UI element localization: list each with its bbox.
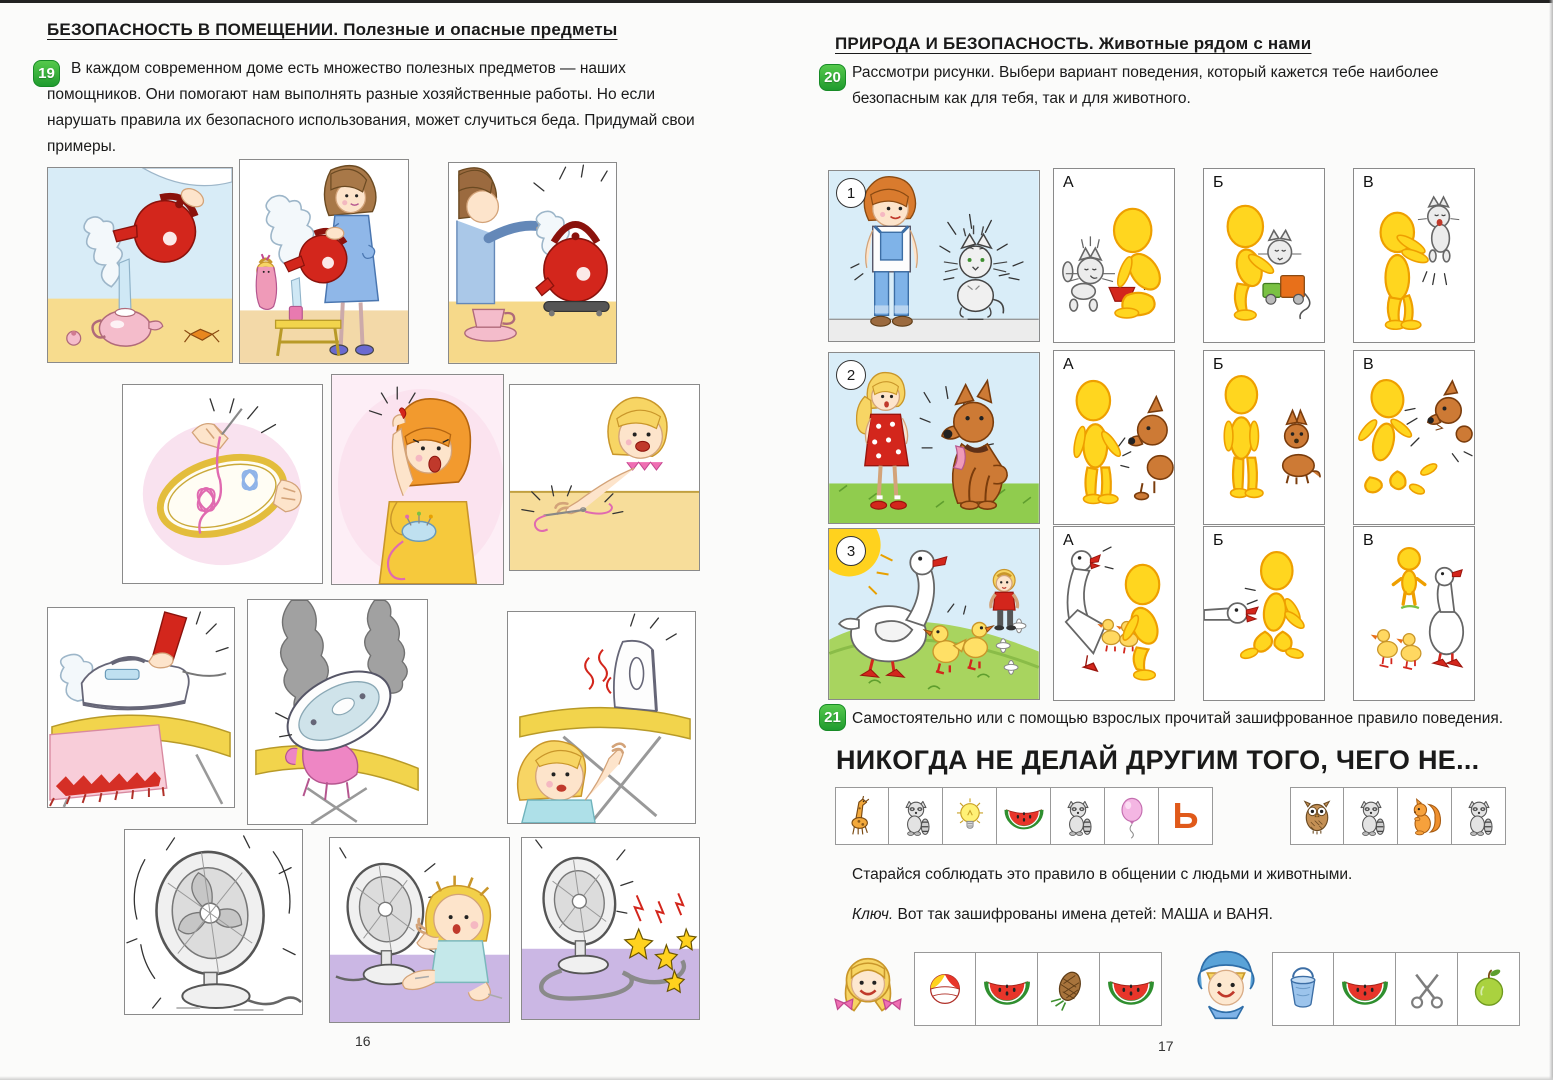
bucket-icon xyxy=(1276,958,1330,1020)
cipher-cell-soft-sign xyxy=(1159,787,1213,845)
panel-hand-ironing xyxy=(47,607,235,808)
right-page-number: 17 xyxy=(1158,1038,1174,1054)
scene-girl-and-dog xyxy=(828,352,1040,524)
option-2b-standing-calmly-near-dog[interactable] xyxy=(1203,350,1325,525)
apple-icon xyxy=(1462,958,1516,1020)
option-letter: А xyxy=(1063,532,1074,549)
left-page-header: БЕЗОПАСНОСТЬ В ПОМЕЩЕНИИ. Полезные и опасные предметы xyxy=(47,20,618,39)
option-3a-approaching-goslings[interactable] xyxy=(1053,526,1175,701)
option-1c-grabbing-cat[interactable] xyxy=(1353,168,1475,343)
pine-cone-icon xyxy=(1042,958,1096,1020)
scene-boy-and-kitten xyxy=(828,170,1040,342)
watermelon-icon xyxy=(980,958,1034,1020)
scan-edge xyxy=(0,0,1553,3)
option-letter: В xyxy=(1363,356,1374,373)
squirrel-icon xyxy=(1402,791,1448,841)
raccoon-icon xyxy=(893,791,939,841)
option-letter: А xyxy=(1063,356,1074,373)
cipher-cell xyxy=(1452,787,1506,845)
right-page-header: ПРИРОДА И БЕЗОПАСНОСТЬ. Животные рядом с нами xyxy=(835,34,1312,53)
panel-toddler-reaching-needle xyxy=(509,384,700,571)
panel-child-touching-kettle-steam xyxy=(448,162,617,364)
cipher-cell xyxy=(1272,952,1334,1026)
cipher-headline: НИКОГДА НЕ ДЕЛАЙ ДРУГИМ ТОГО, ЧЕГО НЕ... xyxy=(836,745,1480,775)
cipher-cell xyxy=(1458,952,1520,1026)
cipher-cell xyxy=(1398,787,1452,845)
panel-baby-poking-fan xyxy=(329,837,510,1023)
name-cipher-vanya xyxy=(1272,952,1520,1026)
task21-text: Самостоятельно или с помощью взрослых прочитай зашифрованное правило поведения. xyxy=(852,710,1504,727)
option-letter: Б xyxy=(1213,532,1224,549)
cipher-cell xyxy=(1038,952,1100,1026)
option-1b-playing-with-cat-toy[interactable] xyxy=(1203,168,1325,343)
panel-kettle-pouring-into-toy-teapot xyxy=(47,167,233,363)
option-letter: В xyxy=(1363,174,1374,191)
raccoon-icon xyxy=(1456,791,1502,841)
raccoon-icon xyxy=(1055,791,1101,841)
option-letter: А xyxy=(1063,174,1074,191)
option-letter: Б xyxy=(1213,174,1224,191)
girl-face-icon xyxy=(830,944,906,1024)
task20-text: Рассмотри рисунки. Выбери вариант поведения, который кажется тебе наиболее безопасным как для тебя, так и для животного. xyxy=(852,64,1439,107)
cipher-cell xyxy=(1105,787,1159,845)
watermelon-icon xyxy=(1001,791,1047,841)
cipher-cell xyxy=(976,952,1038,1026)
cipher-cell xyxy=(889,787,943,845)
panel-fan-cord-sparks xyxy=(521,837,700,1020)
cipher-cell xyxy=(1396,952,1458,1026)
light-bulb-icon xyxy=(947,791,993,841)
cipher-cell xyxy=(997,787,1051,845)
cipher-word-1 xyxy=(835,787,1213,845)
cipher-cell xyxy=(1344,787,1398,845)
raccoon-icon xyxy=(1348,791,1394,841)
option-3b-walking-away-goose-pecking[interactable] xyxy=(1203,526,1325,701)
scene-number: 1 xyxy=(836,178,866,208)
owl-icon xyxy=(1294,791,1340,841)
cipher-cell xyxy=(914,952,976,1026)
option-letter: В xyxy=(1363,532,1374,549)
task19-badge: 19 xyxy=(33,60,60,87)
key-text: Вот так зашифрованы имена детей: МАША и ВАНЯ. xyxy=(893,906,1273,923)
key-line xyxy=(852,906,1273,924)
advice-text: Старайся соблюдать это правило в общении с людьми и животными. xyxy=(852,866,1353,883)
panel-toddler-reaching-hot-iron xyxy=(507,611,696,824)
left-page-number: 16 xyxy=(355,1033,371,1049)
scan-edge xyxy=(0,1076,1553,1080)
cipher-cell xyxy=(1051,787,1105,845)
cipher-cell xyxy=(943,787,997,845)
option-2a-dog-sniffing-hand[interactable] xyxy=(1053,350,1175,525)
panel-girl-pouring-kettle-doll-tea xyxy=(239,159,409,364)
cipher-cell xyxy=(1334,952,1396,1026)
panel-iron-burning-clothes xyxy=(247,599,428,825)
cipher-cell xyxy=(1100,952,1162,1026)
cipher-word-2 xyxy=(1290,787,1506,845)
ball-icon xyxy=(918,958,972,1020)
task21-badge: 21 xyxy=(819,704,846,731)
task19-text: В каждом современном доме есть множество полезных предметов — наших помощников. Они помогают нам выполнять разные хозяйственные работы. Но если нарушать правила их безопасного использования, может случиться беда. Придумай свои примеры. xyxy=(47,60,695,155)
key-label: Ключ. xyxy=(852,906,894,923)
option-1a-feeding-cat[interactable] xyxy=(1053,168,1175,343)
option-2c-running-from-dog[interactable] xyxy=(1353,350,1475,525)
option-3c-watching-from-distance[interactable] xyxy=(1353,526,1475,701)
option-letter: Б xyxy=(1213,356,1224,373)
balloon-icon xyxy=(1109,791,1155,841)
scissors-icon xyxy=(1400,958,1454,1020)
panel-spinning-fan xyxy=(124,829,303,1015)
name-cipher-masha xyxy=(914,952,1162,1026)
scene-goose-family-and-boy xyxy=(828,528,1040,700)
watermelon-icon xyxy=(1104,958,1158,1020)
panel-girl-pricked-finger xyxy=(331,374,504,585)
soft-sign-letter: Ь xyxy=(1172,795,1199,836)
task20-badge: 20 xyxy=(819,64,846,91)
panel-embroidery-hoop-needle xyxy=(122,384,323,584)
watermelon-icon xyxy=(1338,958,1392,1020)
scan-edge xyxy=(1549,0,1553,1080)
cipher-cell xyxy=(1290,787,1344,845)
giraffe-icon xyxy=(839,791,885,841)
scene-number: 2 xyxy=(836,360,866,390)
cipher-cell xyxy=(835,787,889,845)
scene-number: 3 xyxy=(836,536,866,566)
boy-face-icon xyxy=(1186,938,1266,1024)
